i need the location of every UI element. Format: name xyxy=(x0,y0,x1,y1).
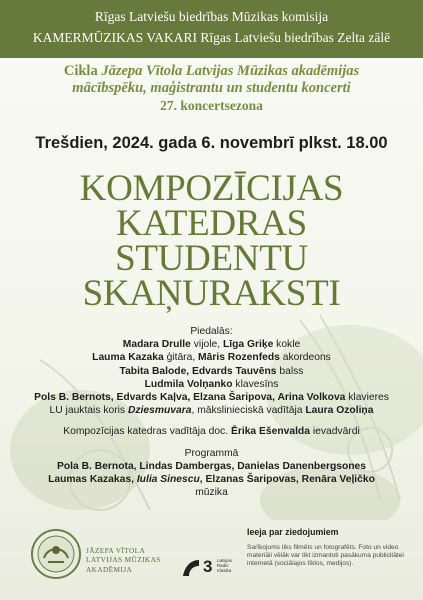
performer-name: Ludmila Volņanko xyxy=(144,378,233,390)
page-title xyxy=(0,168,423,314)
performer-role: klavieres xyxy=(345,392,389,404)
performer-line-5 xyxy=(0,391,423,404)
academy-line: JĀZEPA VĪTOLA xyxy=(86,546,146,555)
performer-name: Līga Griķe xyxy=(222,339,274,351)
program-line-2 xyxy=(0,473,423,486)
academy-line: LATVIJAS MŪZIKAS xyxy=(86,555,161,565)
composer-names: Pola B. Bernota, Lindas Dambergas, Danielas Danenbergsones xyxy=(57,460,366,472)
performer-line-1 xyxy=(0,338,423,351)
host-name: Ērika Ešenvalda xyxy=(230,426,310,438)
radio-label-line: Radio xyxy=(217,563,229,568)
academy-name: Jāzepa Vītola Latvijas Mūzikas akadēmijas xyxy=(101,63,360,79)
program-heading: Programmā xyxy=(184,447,239,459)
performer-role: balss xyxy=(276,365,304,377)
program-line-1 xyxy=(0,460,423,473)
academy-logo xyxy=(30,528,82,580)
series-venue-line: KAMERMŪZIKAS VAKARI Rīgas Latviešu biedrības Zelta zālē xyxy=(32,30,391,45)
performer-line-2 xyxy=(0,351,423,364)
performer-role: ģitāra, xyxy=(163,352,199,364)
title-line-3: STUDENTU xyxy=(115,238,308,279)
performer-name: Lauma Kazaka xyxy=(92,352,164,364)
composer-name: Renāra Veļičko xyxy=(301,474,375,486)
title-line-2: KATEDRAS xyxy=(116,203,307,244)
academy-line: AKADĒMIJA xyxy=(86,564,133,574)
performer-role: kokle xyxy=(273,339,301,351)
performers-heading: Piedalās: xyxy=(190,326,233,337)
choir-prefix: LU jauktais koris xyxy=(49,405,128,417)
choir-name: Dziesmuvara xyxy=(127,405,192,417)
performer-name: Madara Drulle xyxy=(122,339,191,351)
choir-role: , mākslinieciskā vadītāja xyxy=(191,405,306,417)
filming-notice: Sarīkojums tiks filmēts un fotografēts. Foto un video materiāli vēlāk var tikt izmantoti pasākuma publicitātei internetā (sociālajos tīklos, medijos). xyxy=(247,544,404,568)
performer-role: klavesīns xyxy=(232,378,279,390)
program-line-3: mūzika xyxy=(195,487,228,499)
choir-leader: Laura Ozoliņa xyxy=(305,405,374,417)
performer-role: akordeons xyxy=(279,352,331,364)
series-prefix: Cikla xyxy=(63,63,102,79)
academy-name-footer xyxy=(86,546,161,574)
host-prefix: Kompozīcijas katedras vadītāja doc. xyxy=(63,426,231,438)
host-suffix: ievadvārdi xyxy=(309,426,360,438)
event-date: Trešdien, 2024. gada 6. novembrī plkst. 18.00 xyxy=(35,134,388,152)
performer-role: vijole, xyxy=(190,339,223,351)
header-band xyxy=(0,0,423,58)
host-line xyxy=(0,425,423,438)
season-label: 27. koncertsezona xyxy=(160,98,263,113)
title-line-1: KOMPOZĪCIJAS xyxy=(79,168,344,209)
composer-name: Laumas Kazakas, xyxy=(48,474,137,486)
radio-label-line: Latvijas xyxy=(217,558,232,563)
performer-name: Māris Rozenfeds xyxy=(198,352,280,364)
radio-klasika-logo xyxy=(181,556,241,583)
performer-names: Pols B. Bernots, Edvards Kaļva, Elzana Šaripova, Arina Volkova xyxy=(34,392,346,404)
composer-name: Iulia Sinescu xyxy=(136,474,200,486)
performer-line-4 xyxy=(0,378,423,391)
entry-info: Ieeja par ziedojumiem xyxy=(247,527,339,537)
composer-name: , Elzanas Šaripovas, xyxy=(199,474,302,486)
choir-line xyxy=(0,404,423,417)
radio-label-line: Klasika xyxy=(217,568,232,573)
concert-series xyxy=(0,63,423,114)
radio-number: 3 xyxy=(203,557,213,576)
title-line-4: SKAŅURAKSTI xyxy=(82,273,341,314)
series-subtitle: mācībspēku, maģistrantu un studentu koncerti xyxy=(72,80,351,96)
performer-names: Tabita Balode, Edvards Tauvēns xyxy=(119,365,277,377)
organizer-line: Rīgas Latviešu biedrības Mūzikas komisija xyxy=(94,9,329,24)
performer-line-3 xyxy=(0,365,423,378)
concert-details xyxy=(0,325,423,499)
radio-label xyxy=(217,558,232,573)
